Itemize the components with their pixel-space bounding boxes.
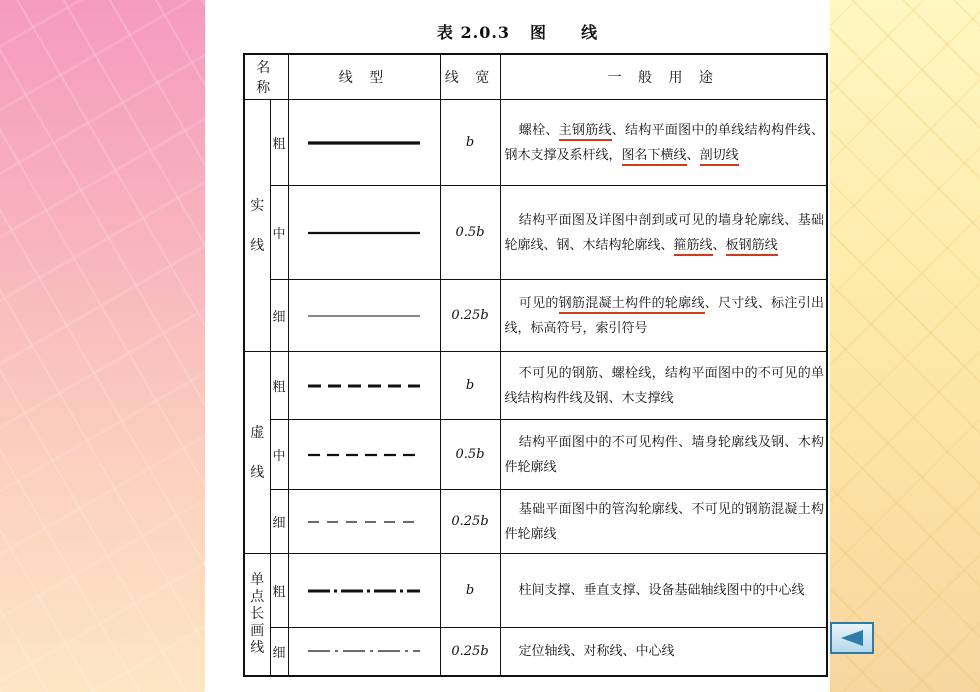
slide-page: [205, 0, 830, 692]
table-row: [244, 554, 827, 628]
line-sample: [288, 554, 440, 628]
usage-segment: 、: [686, 147, 700, 163]
usage-segment: 基础平面图中的管沟轮廓线、不可见的钢筋混凝土构件轮廓线: [504, 501, 824, 542]
highlighted-term: 图名下横线: [622, 148, 687, 166]
highlighted-term: 板钢筋线: [726, 238, 778, 256]
table-row: [244, 628, 827, 676]
group-label: 单 点 长 画 线: [244, 554, 270, 676]
table-row: [244, 100, 827, 186]
title-word1: 图: [530, 23, 548, 42]
line-width-value: 0.25b: [440, 490, 500, 554]
table-row: [244, 352, 827, 420]
line-width-value: 0.5b: [440, 186, 500, 280]
line-width-value: b: [440, 352, 500, 420]
usage-segment: 、结构平面图中的单线结构构件线、钢木支撑及系杆线，: [504, 122, 824, 163]
line-width-value: 0.25b: [440, 280, 500, 352]
line-width-value: 0.25b: [440, 628, 500, 676]
right-decoration: [830, 0, 980, 692]
highlighted-term: 剖切线: [700, 148, 739, 166]
line-sample-graphic: [308, 311, 420, 321]
usage-segment: 定位轴线、对称线、中心线: [518, 643, 675, 659]
line-sample-graphic: [308, 138, 420, 148]
usage-text: [500, 420, 827, 490]
line-sample: [288, 628, 440, 676]
table-row: [244, 490, 827, 554]
title-prefix: 表 2.0.3: [436, 23, 511, 42]
usage-segment: 、尺寸线、标注引出线，标高符号，索引符号: [504, 295, 824, 336]
weight-label: 粗: [270, 554, 288, 628]
triangle-left-icon: [839, 629, 865, 647]
title-word2: 线: [581, 23, 599, 42]
header-width: 线 宽: [440, 54, 500, 100]
line-types-table: [243, 53, 828, 677]
weight-label: 细: [270, 280, 288, 352]
usage-segment: 结构平面图及详图中剖到或可见的墙身轮廓线、基础轮廓线、钢、木结构轮廓线、: [504, 212, 824, 253]
weight-label: 细: [270, 490, 288, 554]
line-sample: [288, 186, 440, 280]
table-row: [244, 420, 827, 490]
usage-segment: 结构平面图中的不可见构件、墙身轮廓线及钢、木构件轮廓线: [504, 434, 824, 475]
line-sample: [288, 420, 440, 490]
header-type: 线 型: [288, 54, 440, 100]
usage-text: [500, 490, 827, 554]
line-sample-graphic: [308, 517, 420, 527]
group-label: 虚 线: [244, 352, 270, 554]
line-sample: [288, 280, 440, 352]
highlighted-term: 箍筋线: [674, 238, 713, 256]
group-label: 实 线: [244, 100, 270, 352]
usage-text: [500, 186, 827, 280]
header-use: 一 般 用 途: [500, 54, 827, 100]
header-name: 名 称: [244, 54, 288, 100]
table-row: [244, 280, 827, 352]
line-sample-graphic: [308, 450, 420, 460]
weight-label: 细: [270, 628, 288, 676]
weight-label: 粗: [270, 352, 288, 420]
weight-label: 中: [270, 420, 288, 490]
line-width-value: b: [440, 554, 500, 628]
usage-segment: 可见的: [518, 295, 559, 311]
line-sample-graphic: [308, 381, 420, 391]
line-sample-graphic: [308, 228, 420, 238]
weight-label: 中: [270, 186, 288, 280]
table-body: [244, 100, 827, 676]
usage-segment: 螺栓、: [518, 122, 559, 138]
highlighted-term: 主钢筋线: [559, 123, 612, 141]
weight-label: 粗: [270, 100, 288, 186]
highlighted-term: 钢筋混凝土构件的轮廓线: [559, 296, 705, 314]
usage-text: [500, 280, 827, 352]
line-sample: [288, 100, 440, 186]
usage-segment: 、: [712, 237, 726, 253]
line-sample-graphic: [308, 586, 420, 596]
usage-segment: 柱间支撑、垂直支撑、设备基础轴线图中的中心线: [518, 583, 805, 598]
line-width-value: 0.5b: [440, 420, 500, 490]
line-sample-graphic: [308, 646, 420, 656]
line-sample: [288, 490, 440, 554]
left-decoration: [0, 0, 205, 692]
usage-segment: 不可见的钢筋、螺栓线，结构平面图中的不可见的单线结构构件线及钢、木支撑线: [504, 365, 824, 406]
usage-text: [500, 100, 827, 186]
header-row: [244, 54, 827, 100]
usage-text: [500, 352, 827, 420]
line-sample: [288, 352, 440, 420]
usage-text: [500, 628, 827, 676]
usage-text: [500, 554, 827, 628]
back-button[interactable]: [830, 622, 874, 654]
table-row: [244, 186, 827, 280]
line-width-value: b: [440, 100, 500, 186]
table-title: [205, 20, 830, 43]
